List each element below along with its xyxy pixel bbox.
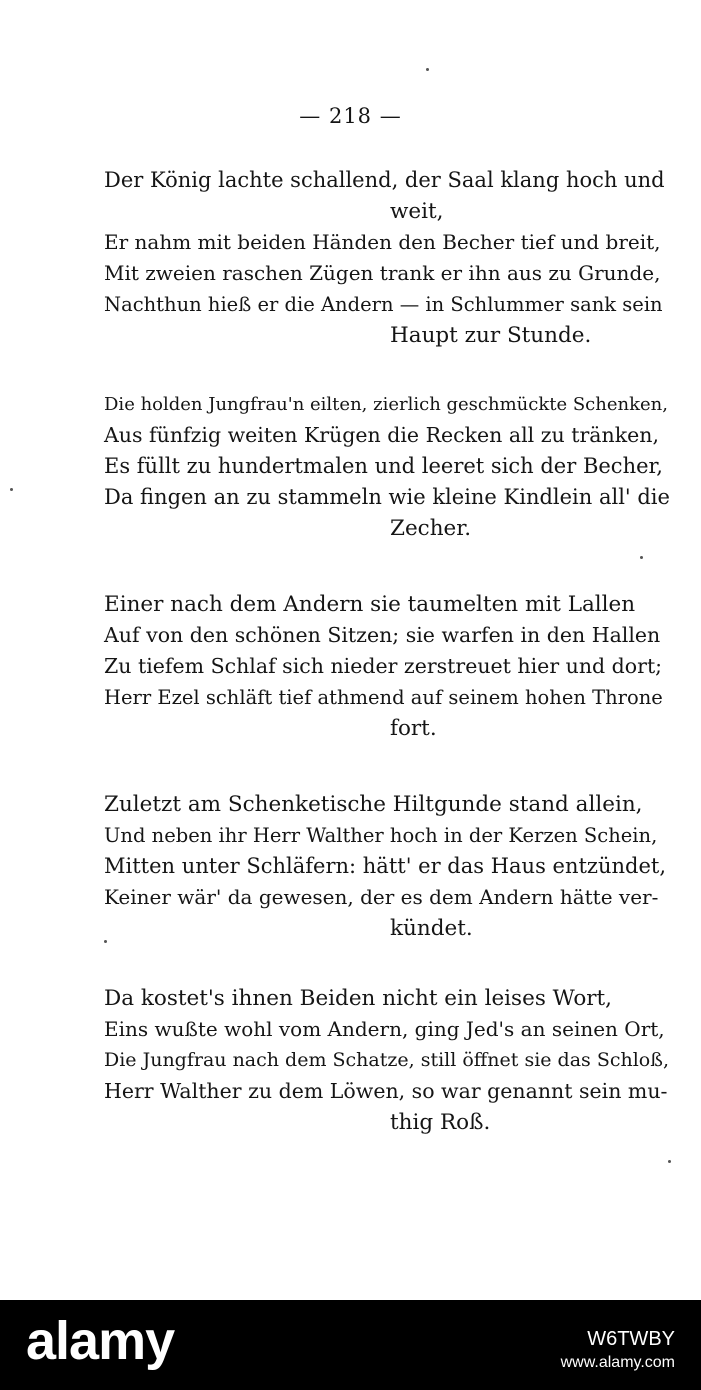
paper-speck [104, 940, 107, 943]
verse-line: Einer nach dem Andern sie taumelten mit Lallen [104, 592, 636, 617]
stanza [104, 983, 670, 1138]
verse-line-continuation: Zecher. [390, 516, 472, 541]
verse-line: Der König lachte schallend, der Saal klang hoch und [104, 168, 665, 192]
verse-line-continuation: weit, [390, 199, 444, 224]
stanza [104, 389, 670, 544]
verse-line: Auf von den schönen Sitzen; sie warfen in den Hallen [104, 623, 661, 647]
verse-line-continuation: thig Roß. [390, 1110, 491, 1135]
verse-line-continuation: Haupt zur Stunde. [390, 323, 592, 348]
verse-line: Herr Walther zu dem Löwen, so war genannt sein mu- [104, 1079, 668, 1103]
verse-line: Keiner wär' da gewesen, der es dem Andern hätte ver- [104, 885, 659, 909]
paper-speck [668, 1160, 671, 1163]
verse-line: Mitten unter Schläfern: hätt' er das Haus entzündet, [104, 854, 667, 878]
paper-speck [10, 488, 13, 491]
verse-line: Da kostet's ihnen Beiden nicht ein leises Wort, [104, 986, 613, 1011]
verse-line: Da fingen an zu stammeln wie kleine Kindlein all' die [104, 485, 670, 509]
stanza [104, 589, 670, 744]
alamy-logo: alamy [26, 1311, 175, 1371]
paper-speck [426, 68, 429, 71]
verse-line: Er nahm mit beiden Händen den Becher tief und breit, [104, 230, 661, 254]
verse-line: Mit zweien raschen Zügen trank er ihn aus zu Grunde, [104, 261, 661, 285]
verse-line: Die holden Jungfrau'n eilten, zierlich geschmückte Schenken, [104, 394, 668, 415]
image-id: W6TWBY [587, 1328, 675, 1350]
verse-line: Nachthun hieß er die Andern — in Schlummer sank sein [104, 293, 663, 316]
verse-line: Aus fünfzig weiten Krügen die Recken all zu tränken, [104, 423, 659, 447]
verse-line: Zuletzt am Schenketische Hiltgunde stand allein, [104, 792, 643, 817]
verse-line: Und neben ihr Herr Walther hoch in der Kerzen Schein, [104, 824, 658, 847]
stanza [104, 789, 670, 944]
verse-line: Es füllt zu hundertmalen und leeret sich der Becher, [104, 454, 663, 478]
verse-line: Die Jungfrau nach dem Schatze, still öffnet sie das Schloß, [104, 1049, 669, 1071]
page-number: — 218 — [299, 104, 402, 128]
stanza [104, 165, 670, 351]
watermark-url: www.alamy.com [560, 1354, 675, 1371]
paper-speck [640, 556, 643, 559]
verse-line: Zu tiefem Schlaf sich nieder zerstreuet hier und dort; [104, 654, 663, 678]
verse-line: Eins wußte wohl vom Andern, ging Jed's an seinen Ort, [104, 1017, 665, 1041]
verse-line-continuation: fort. [390, 716, 437, 741]
verse-line: Herr Ezel schläft tief athmend auf seinem hohen Throne [104, 686, 663, 709]
stock-watermark-bar [0, 1300, 701, 1390]
verse-line-continuation: kündet. [390, 916, 473, 941]
